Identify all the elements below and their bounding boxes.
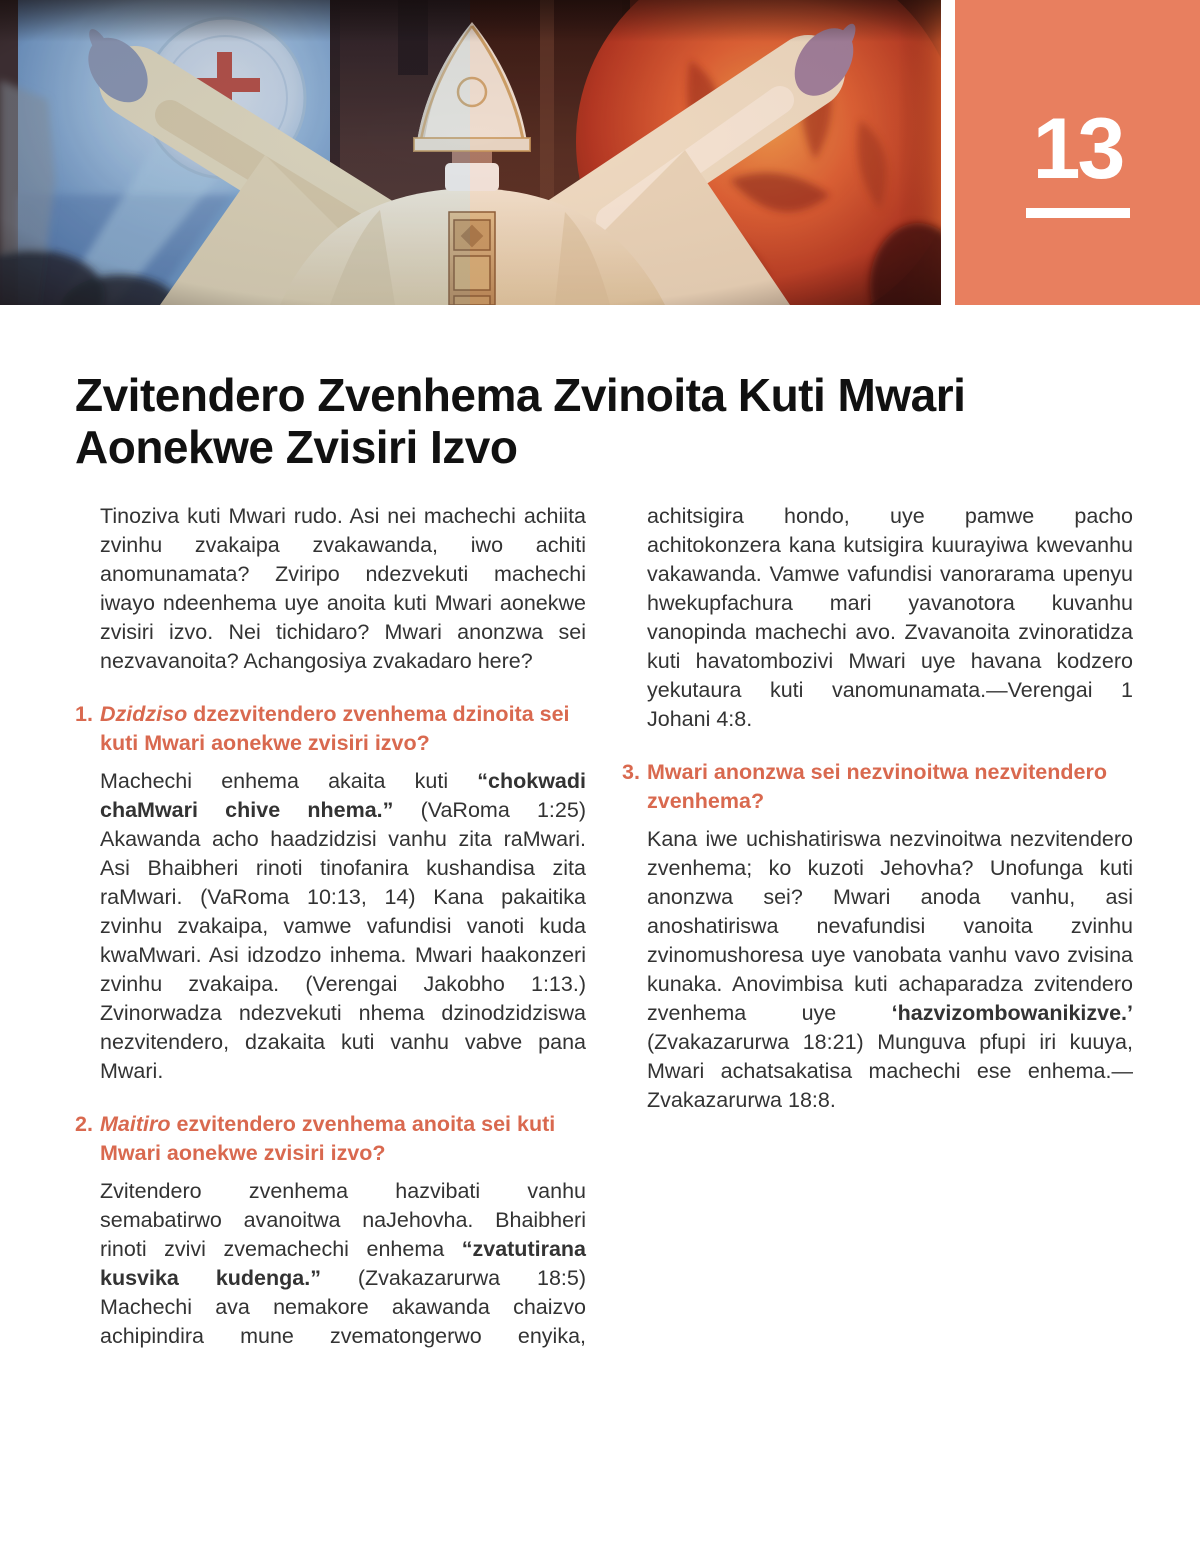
question-1-number: 1. (75, 702, 93, 726)
question-3-number: 3. (622, 760, 640, 784)
page-title: Zvitendero Zvenhema Zvinoita Kuti Mwari Aonekwe Zvisiri Izvo (75, 368, 966, 473)
question-1-paragraph: Machechi enhema akaita kuti “chokwadi chaMwari chive nhema.” (VaRoma 1:25) Akawanda acho haadzidzisi vanhu zita raMwari. Asi Bhaibheri rinoti tinofanira kushandisa zita raMwari. (VaRoma 10:13, 14) Kana pakaitika zvinhu zvakaipa, vamwe vafundisi vanoti kuda kwaMwari. Asi idzodzo inhema. Mwari haakonzeri zvinhu zvakaipa. (Verengai Jakobho 1:13.) Zvinorwadza ndezvekuti nhema dzinodzidziswa nezvitendero, dzakaita kuti vanhu vabve pana Mwari. (100, 769, 586, 1083)
vignette (0, 0, 941, 305)
chapter-number-underline (1026, 208, 1130, 218)
question-2-text: Maitiro ezvitendero zvenhema anoita sei kuti Mwari aonekwe zvisiri izvo? (100, 1112, 556, 1165)
question-2-number: 2. (75, 1112, 93, 1136)
hero-image-bishop-stained-glass (0, 0, 941, 305)
question-1-heading (75, 700, 586, 758)
question-3-heading (622, 758, 1133, 816)
article-body (75, 502, 1133, 1364)
question-3-paragraph: Kana iwe uchishatiriswa nezvinoitwa nezvitendero zvenhema; ko kuzoti Jehovha? Unofunga kuti anonzwa sei? Mwari anoda vanhu, asi anoshatiriswa nevafundisi vanoita zvinhu zvinomushoresa uye vanobata vanhu vavo zvisina kunaka. Anovimbisa kuti achaparadza zvitendero zvenhema uye ‘hazvizombowanikizve.’ (Zvakazarurwa 18:21) Munguva pfupi iri kuuya, Mwari achatsakatisa machechi ese enhema.—Zvakazarurwa 18:8. (647, 827, 1133, 1112)
question-2-heading (75, 1110, 586, 1168)
chapter-number: 13 (1032, 100, 1123, 197)
question-1-text: Dzidziso dzezvitendero zvenhema dzinoita sei kuti Mwari aonekwe zvisiri izvo? (100, 702, 570, 755)
intro-paragraph: Tinoziva kuti Mwari rudo. Asi nei machechi achiita zvinhu zvakaipa zvakawanda, iwo achiti anomunamata? Zviripo ndezvekuti machechi iwayo ndeenhema uye anoita kuti Mwari aonekwe zvisiri izvo. Nei tichidaro? Mwari anonzwa sei nezvavanoita? Achangosiya zvakadaro here? (100, 504, 586, 673)
question-3-text: Mwari anonzwa sei nezvinoitwa nezvitendero zvenhema? (647, 760, 1107, 813)
hero-row (0, 0, 1200, 305)
hero-gap (941, 0, 955, 305)
chapter-number-box (955, 0, 1200, 305)
question-2-paragraph: Zvitendero zvenhema hazvibati vanhu semabatirwo avanoitwa naJehovha. Bhaibheri rinoti zvivi zvemachechi enhema “zvatutirana kusvika kudenga.” (Zvakazarurwa 18:5) Machechi ava nemakore akawanda chaizvo achipindira mune zvematongerwo enyika, achitsigira hondo, uye pamwe pacho achitokonzera kana kutsigira kuurayiwa kwevanhu vakawanda. Vamwe vafundisi vanorarama upenyu hwekupfachura mari yavanotora kuvanhu vanopinda machechi avo. Zvavanoita zvinoratidza kuti havatombozivi Mwari uye havana kodzero yekutaura kuti vanomunamata.—Verengai 1 Johani 4:8. (100, 504, 1133, 1348)
